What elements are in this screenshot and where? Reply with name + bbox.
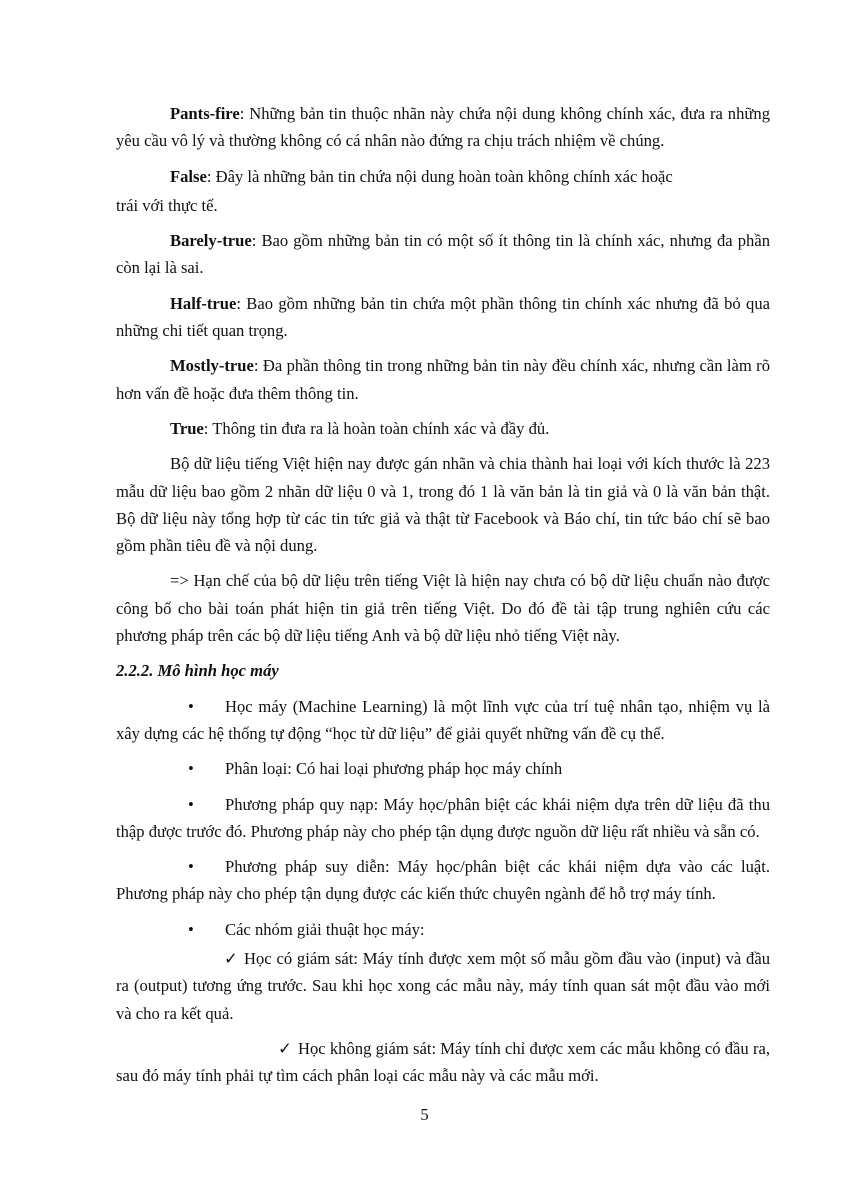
check-text: Học không giám sát: Máy tính chỉ được xem các mẫu không có đầu ra, sau đó máy tính phải tự tìm cách phân loại các mẫu này và các mẫu mới.: [116, 1038, 770, 1086]
bullet-text: Phương pháp quy nạp: Máy học/phân biệt các khái niệm dựa trên dữ liệu đã thu thập được trước đó. Phương pháp này cho phép tận dụng được nguồn dữ liệu rất nhiều và sẵn có.: [116, 794, 770, 841]
bullet-icon: •: [188, 794, 194, 814]
paragraph-pants-fire: [116, 100, 770, 155]
text-false: : Đây là những bản tin chứa nội dung hoàn toàn không chính xác hoặc: [206, 166, 673, 186]
checkmark-icon: ✓: [224, 949, 238, 969]
label-barely-true: Barely-true: [170, 231, 252, 251]
bullet-item: [116, 853, 770, 908]
check-text: Học có giám sát: Máy tính được xem một số mẫu gồm đầu vào (input) và đầu ra (output) tương ứng trước. Sau khi học xong các mẫu này, máy tính quan sát một đầu vào mới và cho ra kết quả.: [116, 949, 770, 1023]
text-barely-true: : Bao gồm những bản tin có một số ít thông tin là chính xác, nhưng đa phần còn lại là sai.: [116, 231, 770, 278]
bullet-icon: •: [188, 696, 194, 716]
bullet-text: Phương pháp suy diễn: Máy học/phân biệt các khái niệm dựa vào các luật. Phương pháp này cho phép tận dụng được các kiến thức chuyên ngành để hỗ trợ máy tính.: [116, 857, 770, 904]
paragraph-true: [116, 415, 770, 442]
text-mostly-true: : Đa phần thông tin trong những bản tin này đều chính xác, nhưng cần làm rõ hơn vấn đề hoặc đưa thêm thông tin.: [116, 356, 770, 403]
page-content: [116, 100, 770, 1098]
paragraph-false: [116, 163, 770, 190]
check-item: [116, 945, 770, 1027]
label-half-true: Half-true: [170, 293, 237, 313]
checkmark-icon: ✓: [278, 1038, 292, 1058]
section-heading: 2.2.2. Mô hình học máy: [116, 661, 279, 681]
bullet-text: Các nhóm giải thuật học máy:: [225, 919, 425, 939]
paragraph-half-true: [116, 290, 770, 345]
paragraph-false-continuation: trái với thực tế.: [116, 195, 218, 215]
check-item: [116, 1035, 770, 1090]
bullet-icon: •: [188, 857, 194, 877]
label-false: False: [170, 166, 207, 186]
label-mostly-true: Mostly-true: [170, 356, 254, 376]
label-true: True: [170, 418, 204, 438]
text-half-true: : Bao gồm những bản tin chứa một phần thông tin chính xác nhưng đã bỏ qua những chi tiết quan trọng.: [116, 293, 770, 341]
bullet-icon: •: [188, 759, 194, 779]
bullet-text: Phân loại: Có hai loại phương pháp học máy chính: [225, 759, 563, 779]
text-true: : Thông tin đưa ra là hoàn toàn chính xác và đầy đủ.: [203, 418, 550, 438]
text-pants-fire: : Những bản tin thuộc nhãn này chứa nội dung không chính xác, đưa ra những yêu cầu vô lý và thường không có cá nhân nào đứng ra chịu trách nhiệm về chúng.: [116, 104, 770, 151]
paragraph-mostly-true: [116, 352, 770, 407]
bullet-item: [116, 693, 770, 748]
paragraph-vietnamese-dataset: Bộ dữ liệu tiếng Việt hiện nay được gán nhãn và chia thành hai loại với kích thước là 223 mẫu dữ liệu bao gồm 2 nhãn dữ liệu 0 và 1, trong đó 1 là văn bản là tin giả và 0 là văn bản thật. Bộ dữ liệu này tổng hợp từ các tin tức giả và thật từ Facebook và Báo chí, tin tức báo chí sẽ bao gồm phần tiêu đề và nội dung.: [116, 454, 770, 556]
paragraph-dataset-limitation: => Hạn chế của bộ dữ liệu trên tiếng Việt là hiện nay chưa có bộ dữ liệu chuẩn nào được công bố cho bài toán phát hiện tin giả trên tiếng Việt. Do đó đề tài tập trung nghiên cứu các phương pháp trên các bộ dữ liệu tiếng Anh và bộ dữ liệu nhỏ tiếng Việt này.: [116, 571, 770, 646]
bullet-text: Học máy (Machine Learning) là một lĩnh vực của trí tuệ nhân tạo, nhiệm vụ là xây dựng các hệ thống tự động “học từ dữ liệu” để giải quyết những vấn đề cụ thể.: [116, 696, 770, 743]
page-number: 5: [420, 1105, 429, 1124]
bullet-item: [116, 791, 770, 846]
label-pants-fire: Pants-fire: [170, 104, 240, 123]
bullet-item: [116, 755, 770, 782]
bullet-icon: •: [188, 919, 194, 939]
bullet-item: [116, 916, 770, 943]
paragraph-barely-true: [116, 227, 770, 282]
